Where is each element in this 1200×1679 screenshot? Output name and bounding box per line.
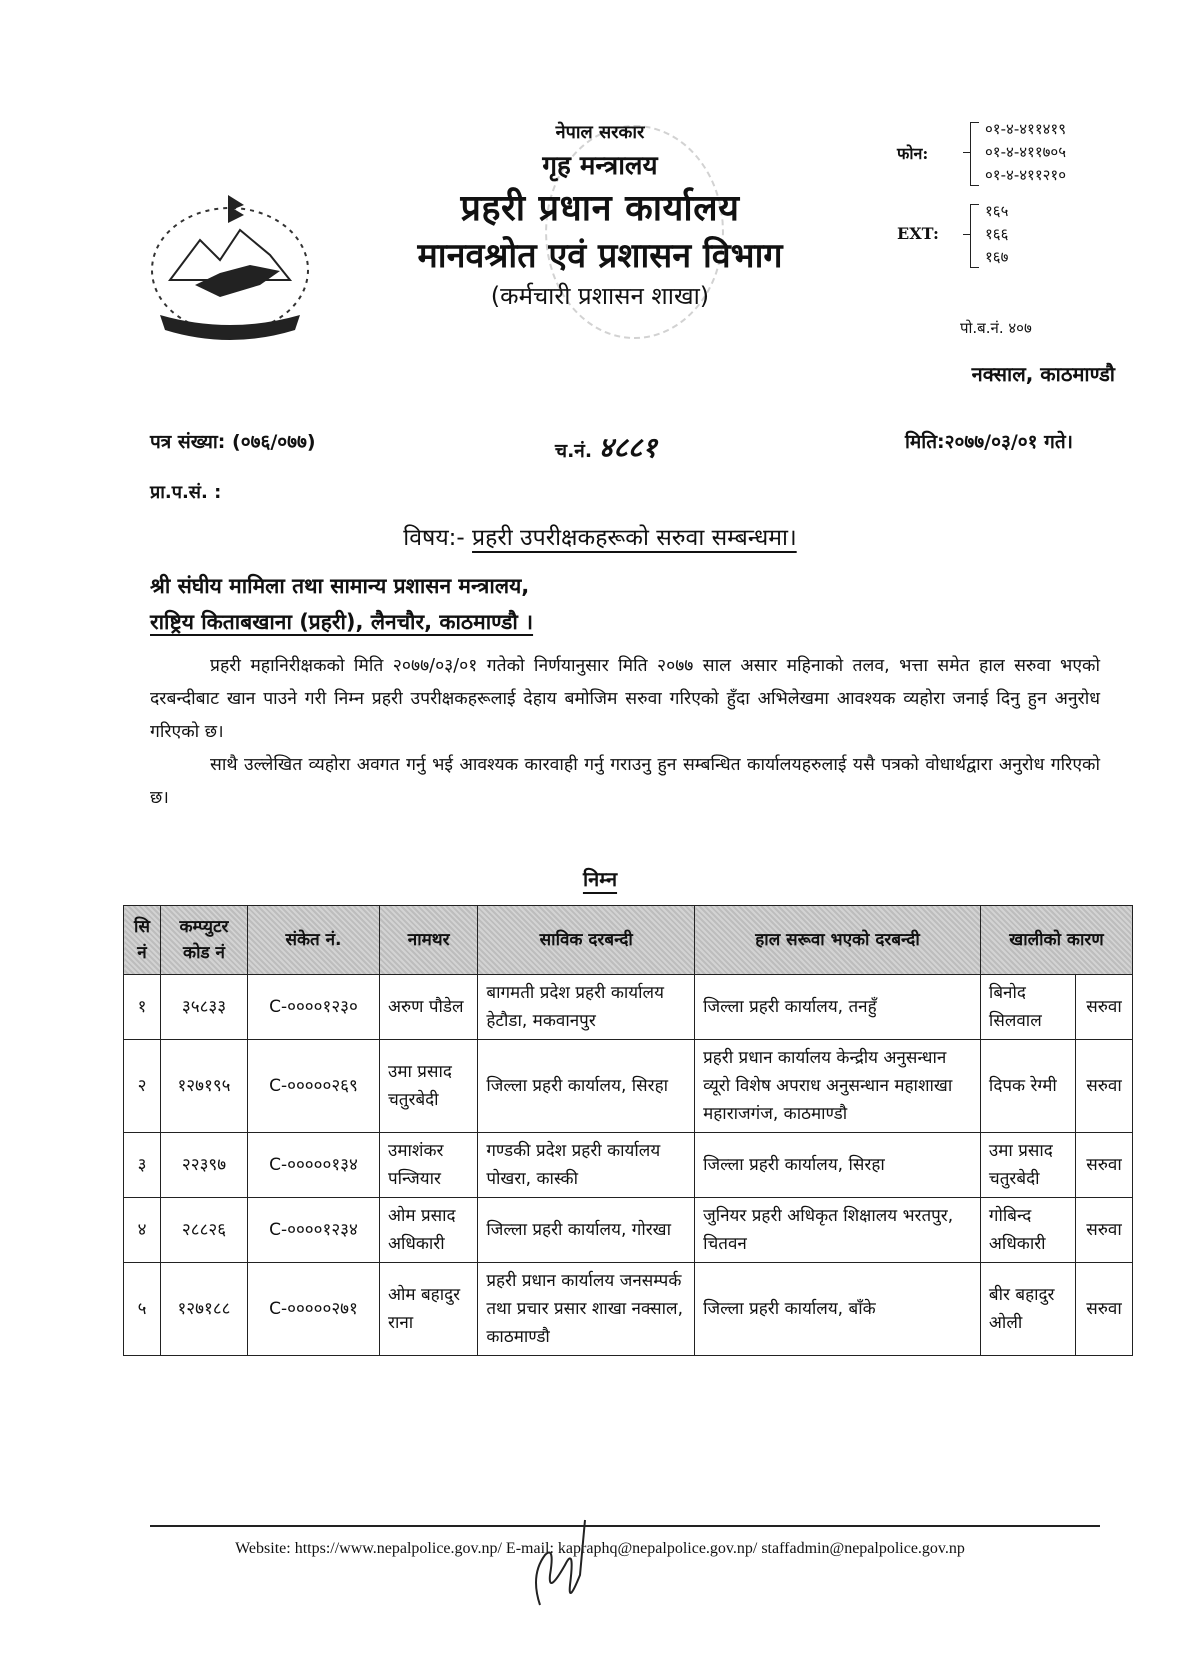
addressee-line: श्री संघीय मामिला तथा सामान्य प्रशासन मन्त्रालय,	[150, 574, 530, 598]
dispatch-number	[555, 428, 657, 466]
letter-date: मिति:२०७७/०३/०१ गते।	[905, 431, 1073, 453]
table-row	[124, 975, 1133, 1040]
extension-number: १६५	[985, 202, 1009, 220]
cell-current: जिल्ला प्रहरी कार्यालय, तनहुँ	[695, 975, 981, 1040]
cell-sn: ३	[124, 1133, 161, 1198]
nepal-emblem-icon	[140, 185, 320, 345]
footer-contact: Website: https://www.nepalpolice.gov.np/ E-mail: kapraphq@nepalpolice.gov.np/ staffadmin@nepalpolice.gov.np	[235, 1540, 965, 1557]
cell-vacated-by: बिनोद सिलवाल	[980, 975, 1075, 1040]
header-previous-post: साविक दरबन्दी	[478, 906, 695, 975]
header-sanket: संकेत नं.	[248, 906, 380, 975]
cell-vacated-by: गोबिन्द अधिकारी	[980, 1198, 1075, 1263]
office-stamp	[545, 125, 724, 339]
subject-text: प्रहरी उपरीक्षकहरूको सरुवा सम्बन्धमा।	[472, 525, 797, 551]
cell-previous: जिल्ला प्रहरी कार्यालय, सिरहा	[478, 1040, 695, 1133]
extension-number: १६७	[985, 248, 1009, 266]
brace-icon	[970, 204, 979, 268]
header-current-post: हाल सरूवा भएको दरबन्दी	[695, 906, 981, 975]
table-row	[124, 1040, 1133, 1133]
letter-body	[150, 650, 1100, 815]
cell-current: जिल्ला प्रहरी कार्यालय, सिरहा	[695, 1133, 981, 1198]
cell-sanket: C-००००१२३४	[248, 1198, 380, 1263]
ext-label: EXT:	[897, 224, 939, 243]
reference-label: प्रा.प.सं. :	[150, 482, 222, 503]
cell-code: २८८२६	[161, 1198, 248, 1263]
cell-sanket: C-०००००२७१	[248, 1263, 380, 1356]
footer-divider	[150, 1525, 1100, 1527]
header-name: नामथर	[380, 906, 478, 975]
cell-code: २२३९७	[161, 1133, 248, 1198]
branch-name: (कर्मचारी प्रशासन शाखा)	[490, 282, 710, 310]
addressee	[150, 568, 533, 640]
cell-reason: सरुवा	[1076, 975, 1133, 1040]
cell-current: जुनियर प्रहरी अधिकृत शिक्षालय भरतपुर, चितवन	[695, 1198, 981, 1263]
cell-sanket: C-०००००२६९	[248, 1040, 380, 1133]
cell-code: १२७१८८	[161, 1263, 248, 1356]
cell-previous: बागमती प्रदेश प्रहरी कार्यालय हेटौडा, मकवानपुर	[478, 975, 695, 1040]
po-box: पो.ब.नं. ४०७	[960, 319, 1032, 337]
letter-number: पत्र संख्या: (०७६/०७७)	[150, 431, 316, 453]
cell-current: प्रहरी प्रधान कार्यालय केन्द्रीय अनुसन्धान व्यूरो विशेष अपराध अनुसन्धान महाशाखा महाराजगंज, काठमाण्डौ	[695, 1040, 981, 1133]
cell-sn: १	[124, 975, 161, 1040]
office-name: प्रहरी प्रधान कार्यालय	[460, 188, 740, 229]
transfer-table	[123, 905, 1133, 1356]
extension-group	[885, 200, 1115, 270]
department-name: मानवश्रोत एवं प्रशासन विभाग	[417, 236, 783, 276]
phone-number: ०१-४-४११२१०	[985, 166, 1067, 184]
body-paragraph: साथै उल्लेखित व्यहोरा अवगत गर्नु भई आवश्यक कारवाही गर्नु गराउनु हुन सम्बन्धित कार्यालयहरुलाई यसै पत्रको वोधार्थद्वारा अनुरोध गरिएको छ।	[150, 755, 1100, 808]
cell-vacated-by: दिपक रेग्मी	[980, 1040, 1075, 1133]
phone-number: ०१-४-४११४१९	[985, 120, 1067, 138]
phone-label: फोन:	[897, 144, 929, 163]
cell-name: अरुण पौडेल	[380, 975, 478, 1040]
cell-name: उमा प्रसाद चतुरबेदी	[380, 1040, 478, 1133]
cell-name: ओम प्रसाद अधिकारी	[380, 1198, 478, 1263]
cell-vacated-by: बीर बहादुर ओली	[980, 1263, 1075, 1356]
brace-icon	[963, 152, 970, 153]
cell-code: १२७१९५	[161, 1040, 248, 1133]
contact-block	[885, 118, 1115, 282]
cell-vacated-by: उमा प्रसाद चतुरबेदी	[980, 1133, 1075, 1198]
government-name: नेपाल सरकार	[555, 122, 645, 143]
dispatch-label: च.नं.	[555, 440, 593, 462]
brace-icon	[963, 234, 970, 235]
dispatch-number-value: ४८८१	[598, 431, 657, 464]
phone-number: ०१-४-४११७०५	[985, 143, 1067, 161]
table-row	[124, 1133, 1133, 1198]
subject-label: विषय:-	[403, 525, 465, 551]
cell-name: उमाशंकर पन्जियार	[380, 1133, 478, 1198]
cell-previous: जिल्ला प्रहरी कार्यालय, गोरखा	[478, 1198, 695, 1263]
addressee-line: राष्ट्रिय किताबखाना (प्रहरी), लैनचौर, काठमाण्डौ ।	[150, 610, 534, 634]
cell-reason: सरुवा	[1076, 1133, 1133, 1198]
body-paragraph: प्रहरी महानिरीक्षकको मिति २०७७/०३/०१ गतेको निर्णयानुसार मिति २०७७ साल असार महिनाको तलव, भत्ता समेत हाल सरुवा भएको दरबन्दीबाट खान पाउने गरी निम्न प्रहरी उपरीक्षकहरूलाई देहाय बमोजिम सरुवा गरिएको हुँदा अभिलेखमा आवश्यक व्यहोरा जनाई दिनु हुन अनुरोध गरिएको छ।	[150, 656, 1100, 742]
office-address: नक्साल, काठमाण्डौ	[971, 362, 1115, 386]
table-title: निम्न	[582, 867, 618, 891]
cell-previous: गण्डकी प्रदेश प्रहरी कार्यालय पोखरा, कास्की	[478, 1133, 695, 1198]
header-sn: सि नं	[124, 906, 161, 975]
cell-sn: ४	[124, 1198, 161, 1263]
cell-sanket: C-००००१२३०	[248, 975, 380, 1040]
header-vacancy-reason: खालीको कारण	[980, 906, 1132, 975]
cell-sn: ५	[124, 1263, 161, 1356]
ministry-name: गृह मन्त्रालय	[542, 151, 658, 181]
brace-icon	[970, 122, 979, 186]
cell-reason: सरुवा	[1076, 1198, 1133, 1263]
signature-icon	[520, 1515, 600, 1615]
table-row	[124, 1198, 1133, 1263]
extension-number: १६६	[985, 225, 1009, 243]
cell-reason: सरुवा	[1076, 1040, 1133, 1133]
phone-group	[885, 118, 1115, 188]
cell-sn: २	[124, 1040, 161, 1133]
cell-previous: प्रहरी प्रधान कार्यालय जनसम्पर्क तथा प्रचार प्रसार शाखा नक्साल, काठमाण्डौ	[478, 1263, 695, 1356]
table-header-row	[124, 906, 1133, 975]
table-row	[124, 1263, 1133, 1356]
cell-current: जिल्ला प्रहरी कार्यालय, बाँके	[695, 1263, 981, 1356]
cell-reason: सरुवा	[1076, 1263, 1133, 1356]
subject-line	[0, 520, 1200, 552]
header-computer-code: कम्प्युटर कोड नं	[161, 906, 248, 975]
cell-code: ३५८३३	[161, 975, 248, 1040]
cell-name: ओम बहादुर राना	[380, 1263, 478, 1356]
cell-sanket: C-०००००१३४	[248, 1133, 380, 1198]
